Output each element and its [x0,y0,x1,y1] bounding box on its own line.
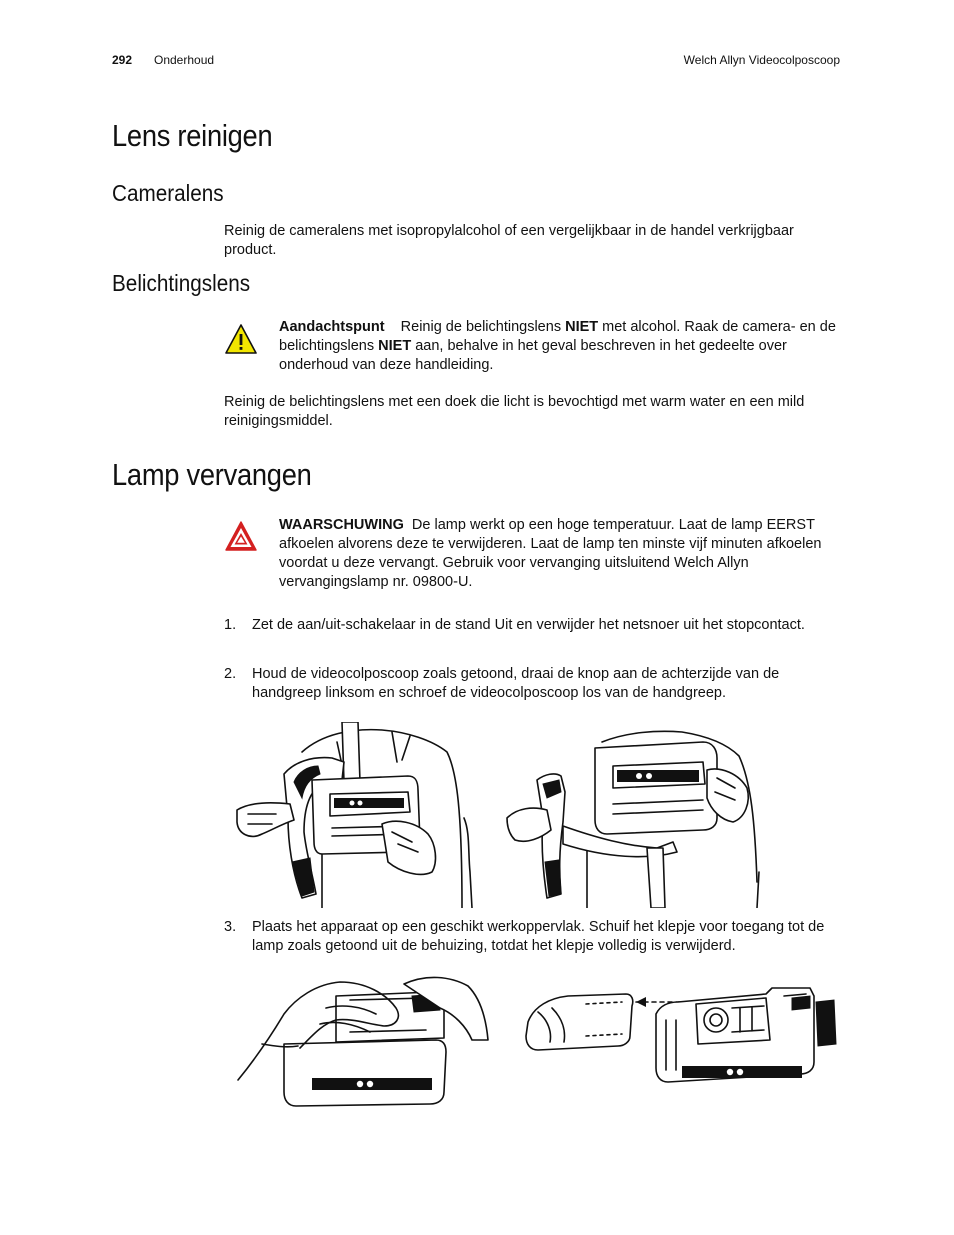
caution-text-2: met alcohol. Raak de camera- en de belichtingslens [279,319,836,354]
warning-note [279,516,844,592]
step-text: Plaats het apparaat op een geschikt werkoppervlak. Schuif het klepje voor toegang tot de lamp zoals getoond uit de behuizing, totdat het klepje volledig is verwijderd. [252,919,825,954]
step-text: Houd de videocolposcoop zoals getoond, draai de knop aan de achterzijde van de handgreep linksom en schroef de videocolposcoop los van de handgreep. [252,666,780,701]
camera-lens-heading: Cameralens [112,180,224,206]
camera-lens-text: Reinig de cameralens met isopropylalcohol of een vergelijkbaar in de handel verkrijgbaar product. [224,223,794,258]
warning-triangle-icon [224,520,258,552]
illumination-lens-heading: Belichtingslens [112,270,251,296]
caution-note [279,318,844,375]
unscrew-illustration [232,722,792,908]
step-text: Zet de aan/uit-schakelaar in de stand Uit en verwijder het netsnoer uit het stopcontact. [252,617,805,633]
caution-text-3: aan, behalve in het geval beschreven in het gedeelte over onderhoud van deze handleiding. [279,338,787,373]
unscrew-view-right [507,731,759,908]
caution-bold-2: NIET [378,338,412,354]
removed-cover [526,994,633,1050]
lens-section-title: Lens reinigen [112,118,273,153]
warning-text: De lamp werkt op een hoge temperatuur. Laat de lamp EERST afkoelen alvorens deze te verwijderen. Laat de lamp ten minste vijf minuten afkoelen voordat u deze vervangt. Gebruik voor vervanging uitsluitend Welch Allyn vervangingslamp nr. 09800-U. [279,517,822,590]
slide-cover-view [238,977,488,1106]
lamp-cover-illustration [236,974,840,1108]
caution-triangle-icon [224,323,258,355]
caution-bold-1: NIET [565,319,599,335]
step-number: 3. [224,919,237,935]
step-number: 1. [224,617,237,633]
warning-label: WAARSCHUWING [279,517,404,533]
caution-label: Aandachtspunt [279,319,385,335]
document-title: Welch Allyn Videocolposcoop [683,53,840,67]
unscrew-view-left [237,722,472,908]
page-number: 292 [112,53,133,67]
step-number: 2. [224,666,237,682]
caution-text-1: Reinig de belichtingslens [400,319,566,335]
section-name: Onderhoud [154,53,215,67]
exposed-lamp-view [656,988,836,1082]
lamp-section-title: Lamp vervangen [112,457,312,492]
illumination-lens-text: Reinig de belichtingslens met een doek die licht is bevochtigd met warm water en een mild reinigingsmiddel. [224,394,805,429]
